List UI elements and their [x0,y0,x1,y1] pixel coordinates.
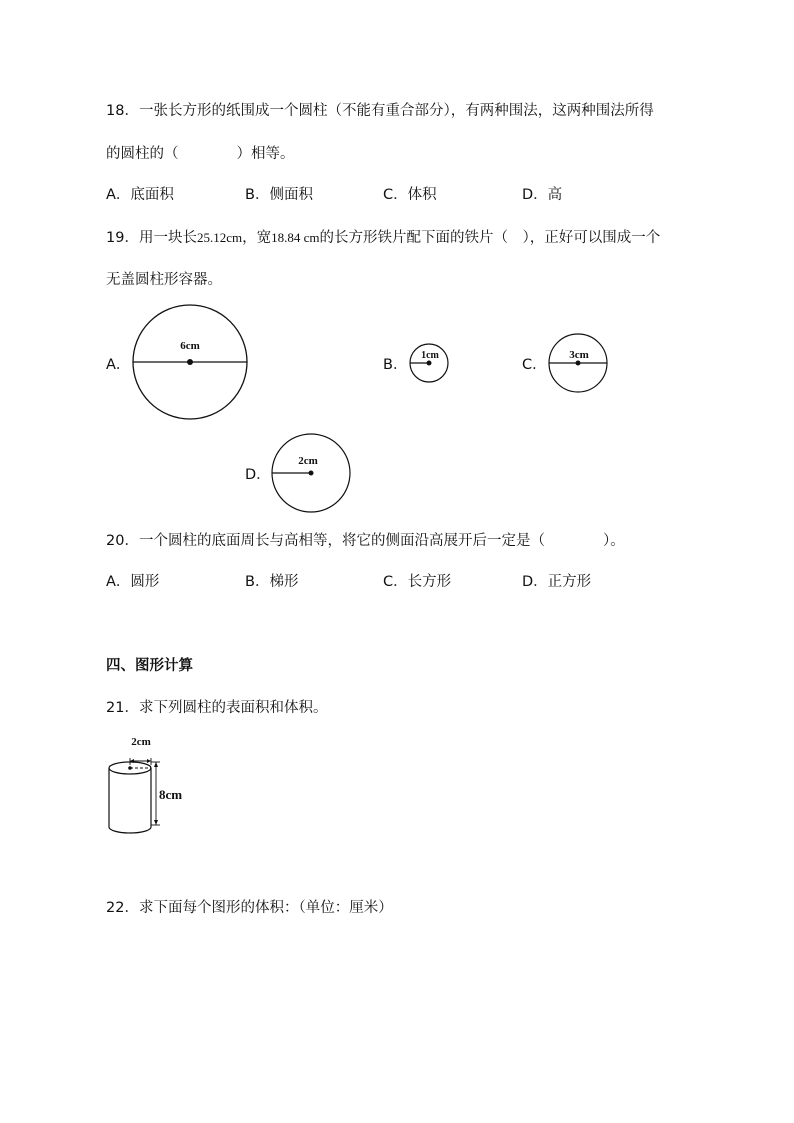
q19-option-b-label: B． [383,357,408,373]
q18-option-d: D．高 [522,187,563,203]
circle-d-radius-label: 2cm [298,455,318,467]
q19-line2: 无盖圆柱形容器。 [106,272,222,288]
q18-option-a: A．底面积 [106,187,174,203]
q19-option-c-label: C． [522,357,547,373]
circle-c-figure [548,333,608,393]
circle-b-radius-label: 1cm [421,350,439,361]
q20-option-d: D．正方形 [522,574,592,590]
q18-line1: 18．一张长方形的纸围成一个圆柱（不能有重合部分），有两种围法，这两种围法所得 [106,103,654,119]
q20-option-b: B．梯形 [245,574,299,590]
cylinder-height-label: 8cm [159,787,183,802]
q19-option-d-label: D． [245,467,271,483]
q21-text: 21．求下列圆柱的表面积和体积。 [106,700,328,716]
q19-line1-a: 19．用一块长 [106,230,197,246]
circle-d-figure [271,433,351,513]
q18-line2: 的圆柱的（ ）相等。 [106,146,295,162]
section-title: 四、图形计算 [106,658,193,674]
q20-line1: 20．一个圆柱的底面周长与高相等，将它的侧面沿高展开后一定是（ ）。 [106,533,625,549]
q18-option-c: C．体积 [383,187,437,203]
q18-option-b: B．侧面积 [245,187,313,203]
q19-width: 18.84 cm [271,230,320,245]
circle-a-figure [132,304,248,420]
q22-text: 22．求下面每个图形的体积：（单位：厘米） [106,900,393,916]
circle-c-diameter-label: 3cm [569,349,589,361]
circle-a-diameter-label: 6cm [180,340,200,352]
q19-length: 25.12cm [196,230,243,245]
q20-option-a: A．圆形 [106,574,160,590]
q20-option-c: C．长方形 [383,574,452,590]
q19-line1-b: ，宽 [242,230,272,246]
q19-option-a-label: A． [106,357,131,373]
cylinder-figure [104,732,224,837]
circle-b-figure [409,343,449,383]
cylinder-radius-label: 2cm [131,736,151,748]
q19-line1-c: 的长方形铁片配下面的铁片（ ），正好可以围成一个 [319,230,661,246]
q19-line1 [106,226,660,247]
